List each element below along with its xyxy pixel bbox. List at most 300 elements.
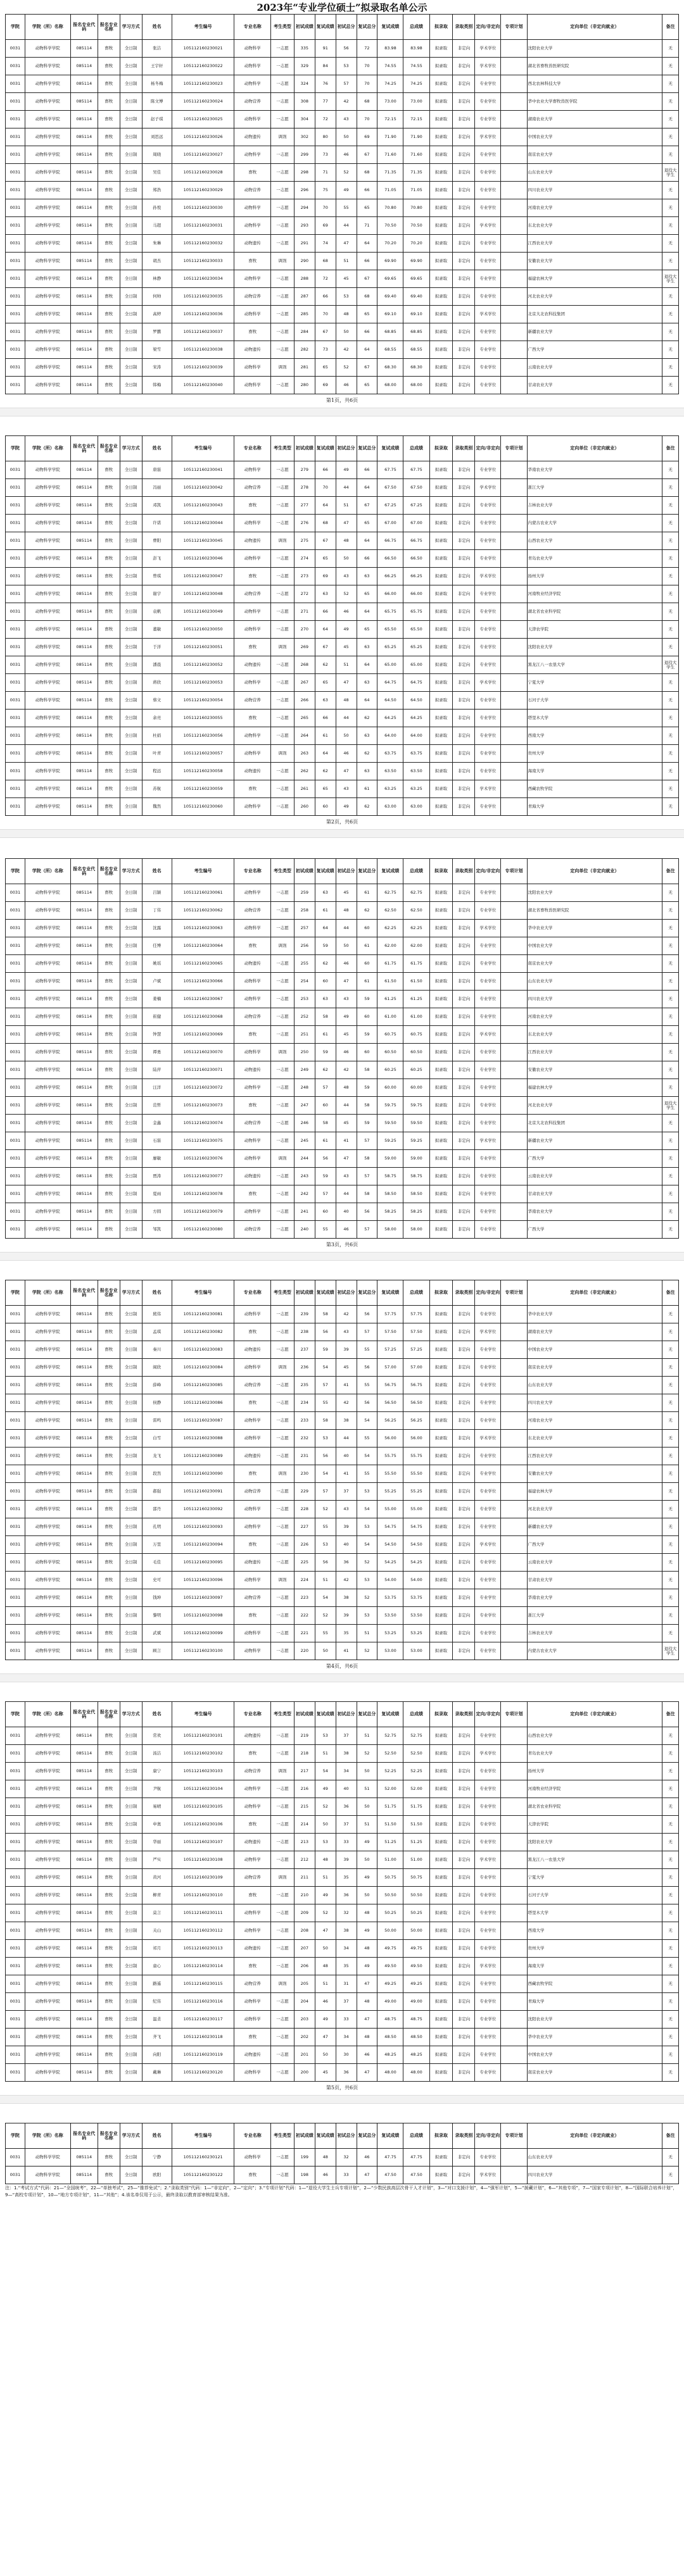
table-cell: 53 [357, 1572, 377, 1589]
table-cell: 49.25 [403, 1975, 429, 1993]
table-cell: 畜牧 [98, 621, 120, 639]
table-cell [501, 1763, 527, 1780]
table-cell: 甘肃农业大学 [527, 377, 662, 394]
table-cell: 方圆 [142, 1203, 172, 1221]
table-cell: 47 [336, 674, 357, 692]
table-cell: 动物营养 [234, 479, 271, 497]
table-cell: 56.75 [403, 1377, 429, 1394]
table-cell: 拟录取 [429, 288, 453, 306]
table-cell: 非定向 [453, 461, 475, 479]
table-cell: 非定向 [453, 1394, 475, 1412]
table-cell: 76 [315, 75, 336, 93]
table-cell: 动物科学学院 [25, 288, 70, 306]
table-cell: 动物科学 [234, 377, 271, 394]
table-cell: 223 [294, 1589, 315, 1607]
table-cell: 动物科学学院 [25, 1359, 70, 1377]
table-cell: 调剂 [270, 128, 294, 146]
table-cell: 周晓 [142, 146, 172, 164]
table-cell: 蔡文 [142, 692, 172, 710]
table-cell: 动物科学学院 [25, 1377, 70, 1394]
table-cell: 105112160230050 [172, 621, 234, 639]
column-header: 考生类型 [270, 15, 294, 40]
table-cell: 拟录取 [429, 1763, 453, 1780]
table-cell: 畜牧 [98, 1816, 120, 1834]
table-cell: 50 [357, 1763, 377, 1780]
table-cell: 69.65 [377, 270, 403, 288]
table-cell: 动物科学 [234, 515, 271, 532]
table-cell: 新疆农业大学 [527, 1132, 662, 1150]
column-header: 定向单位（非定向就业） [527, 2123, 662, 2149]
table-cell: 山西农业大学 [527, 532, 662, 550]
column-header: 专业名称 [234, 859, 271, 884]
column-header: 定向/非定向 [475, 436, 501, 461]
table-cell: 畜牧 [98, 1554, 120, 1572]
table-cell: 65 [315, 674, 336, 692]
table-cell: 无 [662, 1377, 679, 1394]
table-row [6, 920, 679, 937]
table-cell: 246 [294, 1115, 315, 1132]
table-cell: 动物营养 [234, 1589, 271, 1607]
table-cell: 非定向 [453, 674, 475, 692]
table-cell: 215 [294, 1798, 315, 1816]
table-row [6, 111, 679, 128]
column-header: 初试成绩 [294, 1280, 315, 1306]
table-cell: 非定向 [453, 884, 475, 902]
table-cell: 46 [357, 2149, 377, 2166]
table-row [6, 288, 679, 306]
table-cell: 一志愿 [270, 1447, 294, 1465]
table-cell [501, 341, 527, 359]
table-cell: 105112160230111 [172, 1904, 234, 1922]
table-cell: 姜楠 [142, 991, 172, 1008]
table-cell: 专业学位 [475, 1061, 501, 1079]
column-header: 报名专业名称 [98, 1702, 120, 1727]
table-cell [501, 1607, 527, 1625]
table-cell: 全日制 [120, 1465, 142, 1483]
table-cell: 拟录取 [429, 955, 453, 973]
table-cell: 69 [315, 568, 336, 585]
table-cell: 潘晨 [142, 656, 172, 674]
table-cell: 60 [315, 1097, 336, 1115]
table-cell [501, 1323, 527, 1341]
column-header: 录取类别 [453, 1702, 475, 1727]
table-cell: 非定向 [453, 146, 475, 164]
table-cell: 调剂 [270, 639, 294, 656]
table-cell: 拟录取 [429, 2149, 453, 2166]
table-cell: 105112160230079 [172, 1203, 234, 1221]
table-cell: 085114 [70, 603, 98, 621]
table-cell: 54.50 [377, 1536, 403, 1554]
table-cell: 动物科学学院 [25, 973, 70, 991]
table-cell: 中国农业大学 [527, 937, 662, 955]
table-cell: 非定向 [453, 727, 475, 745]
table-cell: 全日制 [120, 674, 142, 692]
table-cell: 72.15 [403, 111, 429, 128]
table-cell: 动物科学学院 [25, 1465, 70, 1483]
table-cell: 非定向 [453, 656, 475, 674]
table-cell [501, 235, 527, 253]
table-cell: 学术学位 [475, 2166, 501, 2184]
table-cell: 拟录取 [429, 164, 453, 182]
table-cell: 57 [315, 1377, 336, 1394]
table-cell: 0031 [6, 2011, 25, 2029]
table-cell [501, 798, 527, 816]
table-cell: 244 [294, 1150, 315, 1168]
table-cell: 59 [315, 1168, 336, 1185]
table-cell: 39 [336, 1518, 357, 1536]
table-cell: 畜牧 [98, 2046, 120, 2064]
table-cell: 范哲 [142, 1097, 172, 1115]
table-cell: 拟录取 [429, 1993, 453, 2011]
column-header: 初试总分 [336, 436, 357, 461]
table-cell: 动物科学学院 [25, 603, 70, 621]
table-cell: 105112160230072 [172, 1079, 234, 1097]
table-cell: 湖北省农业科学院 [527, 603, 662, 621]
table-cell: 0031 [6, 937, 25, 955]
table-cell: 49.00 [377, 1993, 403, 2011]
table-cell: 无 [662, 1745, 679, 1763]
table-cell: 动物科学学院 [25, 1869, 70, 1887]
table-cell: 全日制 [120, 1589, 142, 1607]
table-header-row [6, 1702, 679, 1727]
table-cell: 非定向 [453, 306, 475, 323]
table-cell: 动物科学学院 [25, 1958, 70, 1975]
table-cell: 专业学位 [475, 1554, 501, 1572]
table-cell: 全日制 [120, 710, 142, 727]
table-cell: 专业学位 [475, 288, 501, 306]
table-cell: 0031 [6, 1132, 25, 1150]
table-cell: 高婷 [142, 306, 172, 323]
table-cell: 专业学位 [475, 2046, 501, 2064]
table-cell: 动物科学学院 [25, 75, 70, 93]
table-cell: 59 [315, 937, 336, 955]
column-header: 报名专业代码 [70, 2123, 98, 2149]
table-cell: 105112160230080 [172, 1221, 234, 1239]
table-cell: 无 [662, 1168, 679, 1185]
table-cell: 动物遗传 [234, 235, 271, 253]
table-cell: 63.25 [403, 780, 429, 798]
table-cell: 退役大学生 [662, 1642, 679, 1660]
table-cell: 拟录取 [429, 341, 453, 359]
table-cell: 拟录取 [429, 128, 453, 146]
table-cell: 动物科学学院 [25, 461, 70, 479]
table-cell: 全日制 [120, 235, 142, 253]
table-cell: 085114 [70, 1501, 98, 1518]
table-cell: 动物科学学院 [25, 1044, 70, 1061]
table-cell: 308 [294, 93, 315, 111]
table-row [6, 1642, 679, 1660]
table-cell: 50.25 [377, 1904, 403, 1922]
table-cell: 085114 [70, 1097, 98, 1115]
table-cell: 105112160230122 [172, 2166, 234, 2184]
table-cell: 全日制 [120, 780, 142, 798]
table-cell: 54 [357, 1536, 377, 1554]
table-cell: 70.80 [403, 199, 429, 217]
table-cell [501, 2064, 527, 2082]
table-cell: 无 [662, 40, 679, 58]
table-cell [501, 40, 527, 58]
table-cell: 60.25 [377, 1061, 403, 1079]
table-cell: 无 [662, 1132, 679, 1150]
table-cell: 动物科学学院 [25, 1887, 70, 1904]
table-cell: 无 [662, 1589, 679, 1607]
column-header: 定向单位（非定向就业） [527, 15, 662, 40]
table-row [6, 1993, 679, 2011]
table-cell: 105112160230040 [172, 377, 234, 394]
table-cell: 58.50 [403, 1185, 429, 1203]
table-cell: 非定向 [453, 1518, 475, 1536]
table-cell: 全日制 [120, 2064, 142, 2082]
table-cell: 085114 [70, 1061, 98, 1079]
table-cell: 畜牧 [98, 93, 120, 111]
table-cell: 拟录取 [429, 621, 453, 639]
table-cell: 全日制 [120, 1745, 142, 1763]
table-cell: 45 [336, 1026, 357, 1044]
column-header: 复试总分 [357, 1280, 377, 1306]
table-cell: 宁静 [142, 2149, 172, 2166]
table-cell: 吴佳 [142, 164, 172, 182]
table-cell: 动物遗传 [234, 2046, 271, 2064]
table-cell: 畜牧 [98, 1745, 120, 1763]
table-cell: 非定向 [453, 1008, 475, 1026]
table-cell: 105112160230066 [172, 973, 234, 991]
table-cell: 调剂 [270, 937, 294, 955]
table-cell: 非定向 [453, 1536, 475, 1554]
column-header: 拟录取 [429, 436, 453, 461]
table-cell: 畜牧 [98, 585, 120, 603]
column-header: 复试总分 [357, 436, 377, 461]
table-cell: 拟录取 [429, 235, 453, 253]
table-cell: 苏航 [142, 780, 172, 798]
table-cell: 50 [315, 2046, 336, 2064]
table-cell: 全日制 [120, 1922, 142, 1940]
table-cell: 畜牧 [98, 532, 120, 550]
table-cell: 无 [662, 1185, 679, 1203]
table-cell: 专业学位 [475, 937, 501, 955]
table-cell: 一志愿 [270, 164, 294, 182]
table-cell: 64.50 [403, 692, 429, 710]
table-row [6, 1904, 679, 1922]
column-header: 考生类型 [270, 1702, 294, 1727]
table-cell: 一志愿 [270, 1554, 294, 1572]
table-cell: 动物遗传 [234, 656, 271, 674]
table-cell: 274 [294, 550, 315, 568]
table-cell: 山东农业大学 [527, 2149, 662, 2166]
table-cell: 无 [662, 1359, 679, 1377]
table-cell: 0031 [6, 1887, 25, 1904]
table-cell: 动物科学 [234, 1430, 271, 1447]
table-cell: 动物科学学院 [25, 991, 70, 1008]
table-cell: 70 [357, 75, 377, 93]
table-cell: 拟录取 [429, 763, 453, 780]
table-cell: 51 [336, 656, 357, 674]
table-cell: 动物科学 [234, 1518, 271, 1536]
column-header: 考生编号 [172, 859, 234, 884]
table-cell: 0031 [6, 692, 25, 710]
table-cell: 全日制 [120, 2029, 142, 2046]
table-cell: 河北农业大学 [527, 1501, 662, 1518]
table-cell: 何帅 [142, 288, 172, 306]
table-cell: 拟录取 [429, 2166, 453, 2184]
table-cell: 畜牧 [98, 692, 120, 710]
table-cell [501, 2029, 527, 2046]
table-cell: 105112160230086 [172, 1394, 234, 1412]
table-cell: 无 [662, 1203, 679, 1221]
table-cell: 动物科学 [234, 217, 271, 235]
table-cell: 105112160230047 [172, 568, 234, 585]
table-cell: 动物科学学院 [25, 1780, 70, 1798]
table-cell: 68 [357, 288, 377, 306]
table-cell: 085114 [70, 639, 98, 656]
table-cell: 无 [662, 1536, 679, 1554]
table-cell: 任博 [142, 937, 172, 955]
table-cell: 畜牧 [234, 1536, 271, 1554]
table-cell: 无 [662, 1447, 679, 1465]
table-cell: 59.50 [377, 1115, 403, 1132]
table-row [6, 2149, 679, 2166]
table-cell: 62 [357, 710, 377, 727]
table-cell: 动物科学 [234, 745, 271, 763]
table-cell: 53.25 [377, 1625, 403, 1642]
table-cell: 无 [662, 217, 679, 235]
table-cell: 50 [336, 550, 357, 568]
table-cell: 非定向 [453, 1780, 475, 1798]
table-cell: 61 [315, 1132, 336, 1150]
table-cell: 拟录取 [429, 1203, 453, 1221]
table-cell: 全日制 [120, 656, 142, 674]
table-cell: 085114 [70, 1359, 98, 1377]
table-cell: 275 [294, 532, 315, 550]
table-cell: 一志愿 [270, 515, 294, 532]
table-cell: 动物遗传 [234, 1341, 271, 1359]
table-cell: 105112160230057 [172, 745, 234, 763]
table-cell: 61.50 [377, 973, 403, 991]
table-cell: 66.25 [403, 568, 429, 585]
table-cell [501, 359, 527, 377]
table-cell: 105112160230082 [172, 1323, 234, 1341]
table-cell: 49.50 [377, 1958, 403, 1975]
document-sheet [5, 435, 679, 816]
table-cell: 50 [357, 1798, 377, 1816]
table-cell: 四川农业大学 [527, 991, 662, 1008]
table-cell: 无 [662, 182, 679, 199]
table-cell: 张洁 [142, 40, 172, 58]
table-cell: 动物科学学院 [25, 1221, 70, 1239]
table-cell: 杨冬梅 [142, 75, 172, 93]
table-cell: 非定向 [453, 1221, 475, 1239]
table-cell: 畜牧 [234, 1097, 271, 1115]
table-cell: 0031 [6, 377, 25, 394]
table-cell: 217 [294, 1763, 315, 1780]
table-cell: 全日制 [120, 1394, 142, 1412]
table-cell: 冯丽 [142, 479, 172, 497]
table-cell: 60.50 [403, 1044, 429, 1061]
table-cell: 一志愿 [270, 1940, 294, 1958]
table-cell: 44 [336, 1097, 357, 1115]
table-cell: 安徽农业大学 [527, 1465, 662, 1483]
table-cell: 53 [315, 1536, 336, 1554]
table-cell: 一志愿 [270, 1993, 294, 2011]
table-cell: 一志愿 [270, 1798, 294, 1816]
table-cell: 57.75 [377, 1306, 403, 1323]
table-cell: 66.50 [377, 550, 403, 568]
table-cell: 39 [336, 1341, 357, 1359]
table-cell: 84 [315, 58, 336, 75]
column-header: 复试总分 [357, 15, 377, 40]
table-cell: 64.75 [403, 674, 429, 692]
table-cell: 68 [315, 253, 336, 270]
table-cell: 214 [294, 1816, 315, 1834]
table-cell: 085114 [70, 1780, 98, 1798]
table-row [6, 902, 679, 920]
column-header: 专业名称 [234, 15, 271, 40]
table-cell: 34 [336, 2029, 357, 2046]
table-cell [501, 568, 527, 585]
table-cell: 拟录取 [429, 253, 453, 270]
table-cell: 动物科学 [234, 75, 271, 93]
table-cell: 66.75 [377, 532, 403, 550]
table-cell: 非定向 [453, 1203, 475, 1221]
table-cell: 085114 [70, 58, 98, 75]
table-cell: 41 [336, 1642, 357, 1660]
table-cell: 085114 [70, 1869, 98, 1887]
table-cell: 全日制 [120, 1780, 142, 1798]
table-cell: 53 [357, 1518, 377, 1536]
table-cell: 无 [662, 1904, 679, 1922]
table-cell: 吕颖 [142, 884, 172, 902]
table-cell: 59 [315, 1044, 336, 1061]
table-cell: 全日制 [120, 1518, 142, 1536]
table-cell: 拟录取 [429, 1394, 453, 1412]
table-cell: 华南农业大学 [527, 461, 662, 479]
table-cell: 动物营养 [234, 585, 271, 603]
table-cell: 拟录取 [429, 1975, 453, 1993]
table-cell: 无 [662, 1607, 679, 1625]
table-cell: 一志愿 [270, 568, 294, 585]
column-header: 初试成绩 [294, 859, 315, 884]
table-row [6, 323, 679, 341]
table-cell: 58 [315, 1412, 336, 1430]
table-cell: 专业学位 [475, 1607, 501, 1625]
table-cell: 拟录取 [429, 1607, 453, 1625]
table-cell [501, 1625, 527, 1642]
table-cell: 全日制 [120, 479, 142, 497]
table-cell [501, 323, 527, 341]
table-cell: 畜牧 [98, 955, 120, 973]
table-cell: 动物科学学院 [25, 1975, 70, 1993]
table-cell: 0031 [6, 199, 25, 217]
table-cell: 非定向 [453, 1306, 475, 1323]
table-cell: 拟录取 [429, 323, 453, 341]
table-cell: 0031 [6, 973, 25, 991]
table-cell: 无 [662, 763, 679, 780]
table-cell: 动物科学学院 [25, 270, 70, 288]
table-cell: 一志愿 [270, 58, 294, 75]
table-cell: 东北农业大学 [527, 1026, 662, 1044]
table-cell: 非定向 [453, 217, 475, 235]
table-row [6, 1554, 679, 1572]
table-cell: 动物科学学院 [25, 1079, 70, 1097]
table-row [6, 603, 679, 621]
table-row [6, 780, 679, 798]
table-cell: 中国农业大学 [527, 1341, 662, 1359]
table-cell [501, 1394, 527, 1412]
column-header: 备注 [662, 859, 679, 884]
table-row [6, 1044, 679, 1061]
table-cell: 吉林农业大学 [527, 497, 662, 515]
table-cell: 东北农业大学 [527, 1430, 662, 1447]
table-cell: 专业学位 [475, 1727, 501, 1745]
